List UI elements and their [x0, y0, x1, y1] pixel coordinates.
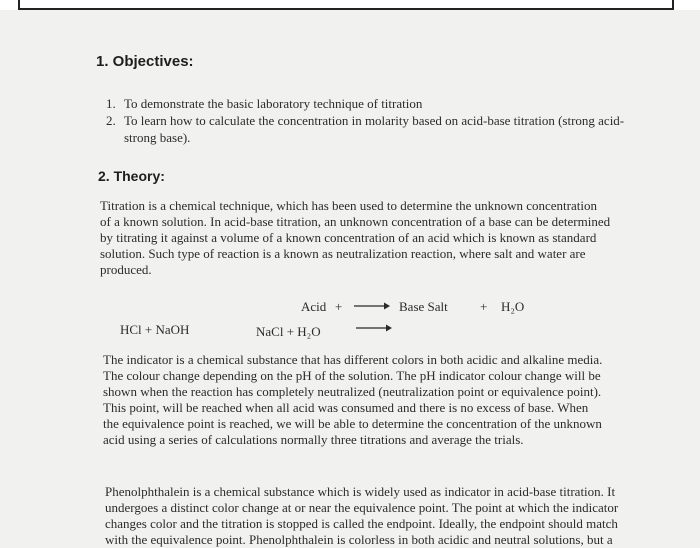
objective-2-text: To learn how to calculate the concentration in molarity based on acid-base titration (strong acid-	[124, 113, 625, 128]
theory-p2-line5: the equivalence point is reached, we will be able to determine the concentration of the unknown	[103, 416, 602, 431]
theory-heading: 2. Theory:	[98, 168, 165, 184]
eq2-reactants: HCl + NaOH	[120, 322, 190, 337]
theory-p1-line2: of a known solution. In acid-base titration, an unknown concentration of a base can be determined	[100, 214, 611, 229]
theory-p3-line2: undergoes a distinct color change at or near the equivalence point. The point at which the indicator	[105, 500, 619, 515]
objective-1-text: To demonstrate the basic laboratory technique of titration	[124, 96, 423, 111]
theory-p1-line4: solution. Such type of reaction is a known as neutralization reaction, where salt and water are	[100, 246, 586, 261]
eq1-water: H₂O	[501, 299, 525, 314]
top-frame	[18, 0, 674, 10]
eq1-acid: Acid	[301, 299, 327, 314]
eq1-plus2: +	[480, 299, 488, 314]
top-bar	[0, 0, 700, 10]
theory-p3-line4: with the equivalence point. Phenolphthalein is colorless in both acidic and neutral solutions, but a	[105, 532, 613, 547]
eq1-arrow-icon	[352, 300, 392, 312]
objectives-heading: 1. Objectives:	[96, 53, 194, 70]
theory-p2-line1: The indicator is a chemical substance that has different colors in both acidic and alkaline media.	[103, 352, 603, 367]
theory-p2-line3: shown when the reaction has completely neutralized (neutralization point or equivalence point).	[103, 384, 602, 399]
theory-p3-line1: Phenolphthalein is a chemical substance which is widely used as indicator in acid-base titration. It	[105, 484, 616, 499]
theory-p1-line3: by titrating it against a volume of a known concentration of an acid which is known as standard	[100, 230, 597, 245]
objective-1-number: 1.	[106, 96, 116, 111]
objective-2-text-cont: strong base).	[124, 130, 191, 145]
theory-p2-line4: This point, will be reached when all acid was consumed and there is no excess of base. When	[103, 400, 589, 415]
eq2-products: NaCl + H₂O	[256, 324, 321, 339]
objective-2-number: 2.	[106, 113, 116, 128]
eq2-arrow-icon	[354, 322, 394, 334]
eq1-base-salt: Base Salt	[399, 299, 448, 314]
theory-p3-line3: changes color and the titration is stopped is called the endpoint. Ideally, the endpoint should match	[105, 516, 618, 531]
theory-p1-line5: produced.	[100, 262, 152, 277]
theory-p2-line2: The colour change depending on the pH of the solution. The pH indicator colour change will be	[103, 368, 601, 383]
theory-p1-line1: Titration is a chemical technique, which has been used to determine the unknown concentration	[100, 198, 597, 213]
theory-p2-line6: acid using a series of calculations normally three titrations and average the trials.	[103, 432, 524, 447]
eq1-plus1: +	[335, 299, 343, 314]
